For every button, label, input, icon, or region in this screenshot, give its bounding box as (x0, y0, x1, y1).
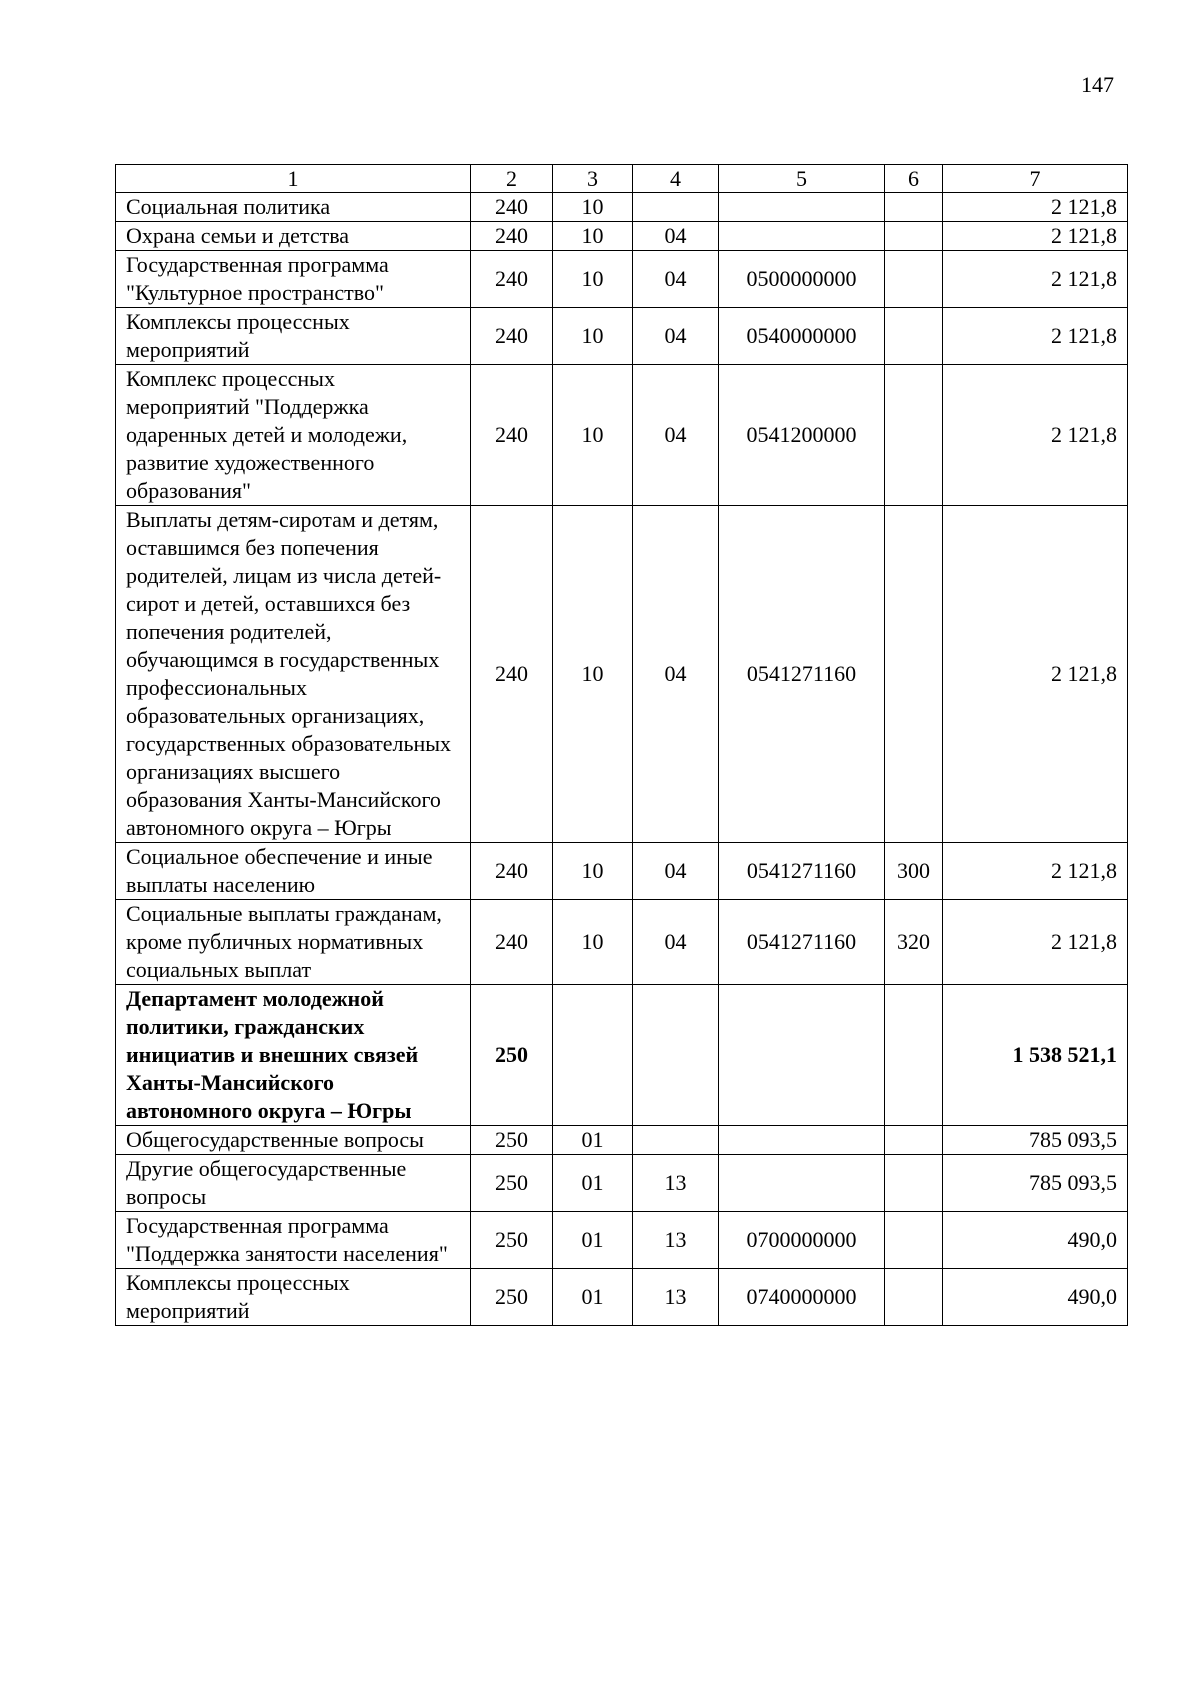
row-amount-cell: 2 121,8 (943, 365, 1128, 506)
table-row (116, 1269, 1128, 1326)
row-target-article-cell: 0540000000 (719, 308, 885, 365)
row-section-cell: 10 (553, 308, 633, 365)
row-section-cell: 01 (553, 1212, 633, 1269)
table-row (116, 1155, 1128, 1212)
table-row (116, 843, 1128, 900)
row-section-cell: 01 (553, 1155, 633, 1212)
row-amount-cell: 785 093,5 (943, 1126, 1128, 1155)
table-row (116, 900, 1128, 985)
row-subsection-cell: 04 (633, 365, 719, 506)
row-amount-cell: 2 121,8 (943, 308, 1128, 365)
row-target-article-cell: 0740000000 (719, 1269, 885, 1326)
row-ved-cell: 240 (471, 251, 553, 308)
row-target-article-cell: 0541271160 (719, 506, 885, 843)
row-target-article-cell: 0541271160 (719, 900, 885, 985)
row-expense-type-cell (885, 1126, 943, 1155)
row-expense-type-cell (885, 1212, 943, 1269)
row-amount-cell: 2 121,8 (943, 900, 1128, 985)
row-name-cell: Государственная программа "Культурное пространство" (116, 251, 471, 308)
row-ved-cell: 240 (471, 506, 553, 843)
header-cell-2: 2 (471, 165, 553, 193)
header-cell-1: 1 (116, 165, 471, 193)
row-expense-type-cell (885, 506, 943, 843)
row-expense-type-cell: 320 (885, 900, 943, 985)
row-subsection-cell: 13 (633, 1212, 719, 1269)
row-subsection-cell: 04 (633, 222, 719, 251)
row-name-cell: Выплаты детям-сиротам и детям, оставшимся без попечения родителей, лицам из числа детей-сирот и детей, оставшихся без попечения родителей, обучающимся в государственных профессиональных образовательных организациях, государственных образовательных организациях высшего образования Ханты-Мансийского автономного округа – Югры (116, 506, 471, 843)
row-amount-cell: 1 538 521,1 (943, 985, 1128, 1126)
row-subsection-cell: 04 (633, 843, 719, 900)
header-cell-6: 6 (885, 165, 943, 193)
row-name-cell: Социальные выплаты гражданам, кроме публичных нормативных социальных выплат (116, 900, 471, 985)
row-section-cell: 10 (553, 251, 633, 308)
row-expense-type-cell (885, 1155, 943, 1212)
row-expense-type-cell (885, 222, 943, 251)
row-name-cell: Социальная политика (116, 193, 471, 222)
row-subsection-cell: 13 (633, 1269, 719, 1326)
table-row (116, 308, 1128, 365)
row-section-cell: 10 (553, 843, 633, 900)
table-row (116, 222, 1128, 251)
row-subsection-cell: 13 (633, 1155, 719, 1212)
row-expense-type-cell (885, 193, 943, 222)
table-body (116, 193, 1128, 1326)
row-ved-cell: 240 (471, 308, 553, 365)
header-cell-3: 3 (553, 165, 633, 193)
row-name-cell: Комплексы процессных мероприятий (116, 308, 471, 365)
row-expense-type-cell (885, 251, 943, 308)
table-row (116, 193, 1128, 222)
page-number: 147 (1081, 72, 1114, 97)
row-section-cell: 01 (553, 1269, 633, 1326)
row-target-article-cell (719, 222, 885, 251)
header-cell-7: 7 (943, 165, 1128, 193)
row-target-article-cell (719, 1155, 885, 1212)
row-target-article-cell (719, 985, 885, 1126)
row-name-cell: Другие общегосударственные вопросы (116, 1155, 471, 1212)
row-ved-cell: 250 (471, 1155, 553, 1212)
row-section-cell: 10 (553, 365, 633, 506)
table-row (116, 365, 1128, 506)
row-target-article-cell (719, 1126, 885, 1155)
row-expense-type-cell (885, 308, 943, 365)
row-amount-cell: 2 121,8 (943, 251, 1128, 308)
row-amount-cell: 2 121,8 (943, 506, 1128, 843)
row-name-cell: Государственная программа "Поддержка занятости населения" (116, 1212, 471, 1269)
row-ved-cell: 240 (471, 900, 553, 985)
row-ved-cell: 250 (471, 985, 553, 1126)
row-expense-type-cell (885, 985, 943, 1126)
row-ved-cell: 250 (471, 1212, 553, 1269)
row-amount-cell: 785 093,5 (943, 1155, 1128, 1212)
row-subsection-cell: 04 (633, 308, 719, 365)
row-ved-cell: 240 (471, 222, 553, 251)
row-target-article-cell: 0541200000 (719, 365, 885, 506)
row-ved-cell: 250 (471, 1126, 553, 1155)
table-row (116, 251, 1128, 308)
row-target-article-cell: 0500000000 (719, 251, 885, 308)
header-cell-5: 5 (719, 165, 885, 193)
row-name-cell: Охрана семьи и детства (116, 222, 471, 251)
row-subsection-cell (633, 985, 719, 1126)
header-row (116, 165, 1128, 193)
row-ved-cell: 250 (471, 1269, 553, 1326)
row-subsection-cell (633, 1126, 719, 1155)
header-cell-4: 4 (633, 165, 719, 193)
row-target-article-cell: 0541271160 (719, 843, 885, 900)
row-section-cell: 01 (553, 1126, 633, 1155)
row-amount-cell: 490,0 (943, 1212, 1128, 1269)
row-ved-cell: 240 (471, 193, 553, 222)
budget-table (115, 164, 1128, 1326)
row-ved-cell: 240 (471, 365, 553, 506)
row-amount-cell: 2 121,8 (943, 222, 1128, 251)
row-subsection-cell: 04 (633, 506, 719, 843)
row-target-article-cell: 0700000000 (719, 1212, 885, 1269)
row-expense-type-cell (885, 365, 943, 506)
row-name-cell: Комплекс процессных мероприятий "Поддержка одаренных детей и молодежи, развитие художественного образования" (116, 365, 471, 506)
row-name-cell: Комплексы процессных мероприятий (116, 1269, 471, 1326)
row-section-cell: 10 (553, 222, 633, 251)
row-target-article-cell (719, 193, 885, 222)
table-row (116, 506, 1128, 843)
row-amount-cell: 2 121,8 (943, 193, 1128, 222)
row-subsection-cell: 04 (633, 251, 719, 308)
row-subsection-cell (633, 193, 719, 222)
row-subsection-cell: 04 (633, 900, 719, 985)
row-section-cell: 10 (553, 193, 633, 222)
row-section-cell (553, 985, 633, 1126)
row-ved-cell: 240 (471, 843, 553, 900)
table-row (116, 1212, 1128, 1269)
table-row (116, 1126, 1128, 1155)
row-amount-cell: 2 121,8 (943, 843, 1128, 900)
row-name-cell: Департамент молодежной политики, гражданских инициатив и внешних связей Ханты-Мансийского автономного округа – Югры (116, 985, 471, 1126)
row-name-cell: Социальное обеспечение и иные выплаты населению (116, 843, 471, 900)
row-expense-type-cell (885, 1269, 943, 1326)
row-amount-cell: 490,0 (943, 1269, 1128, 1326)
table-row (116, 985, 1128, 1126)
row-name-cell: Общегосударственные вопросы (116, 1126, 471, 1155)
row-expense-type-cell: 300 (885, 843, 943, 900)
row-section-cell: 10 (553, 506, 633, 843)
row-section-cell: 10 (553, 900, 633, 985)
